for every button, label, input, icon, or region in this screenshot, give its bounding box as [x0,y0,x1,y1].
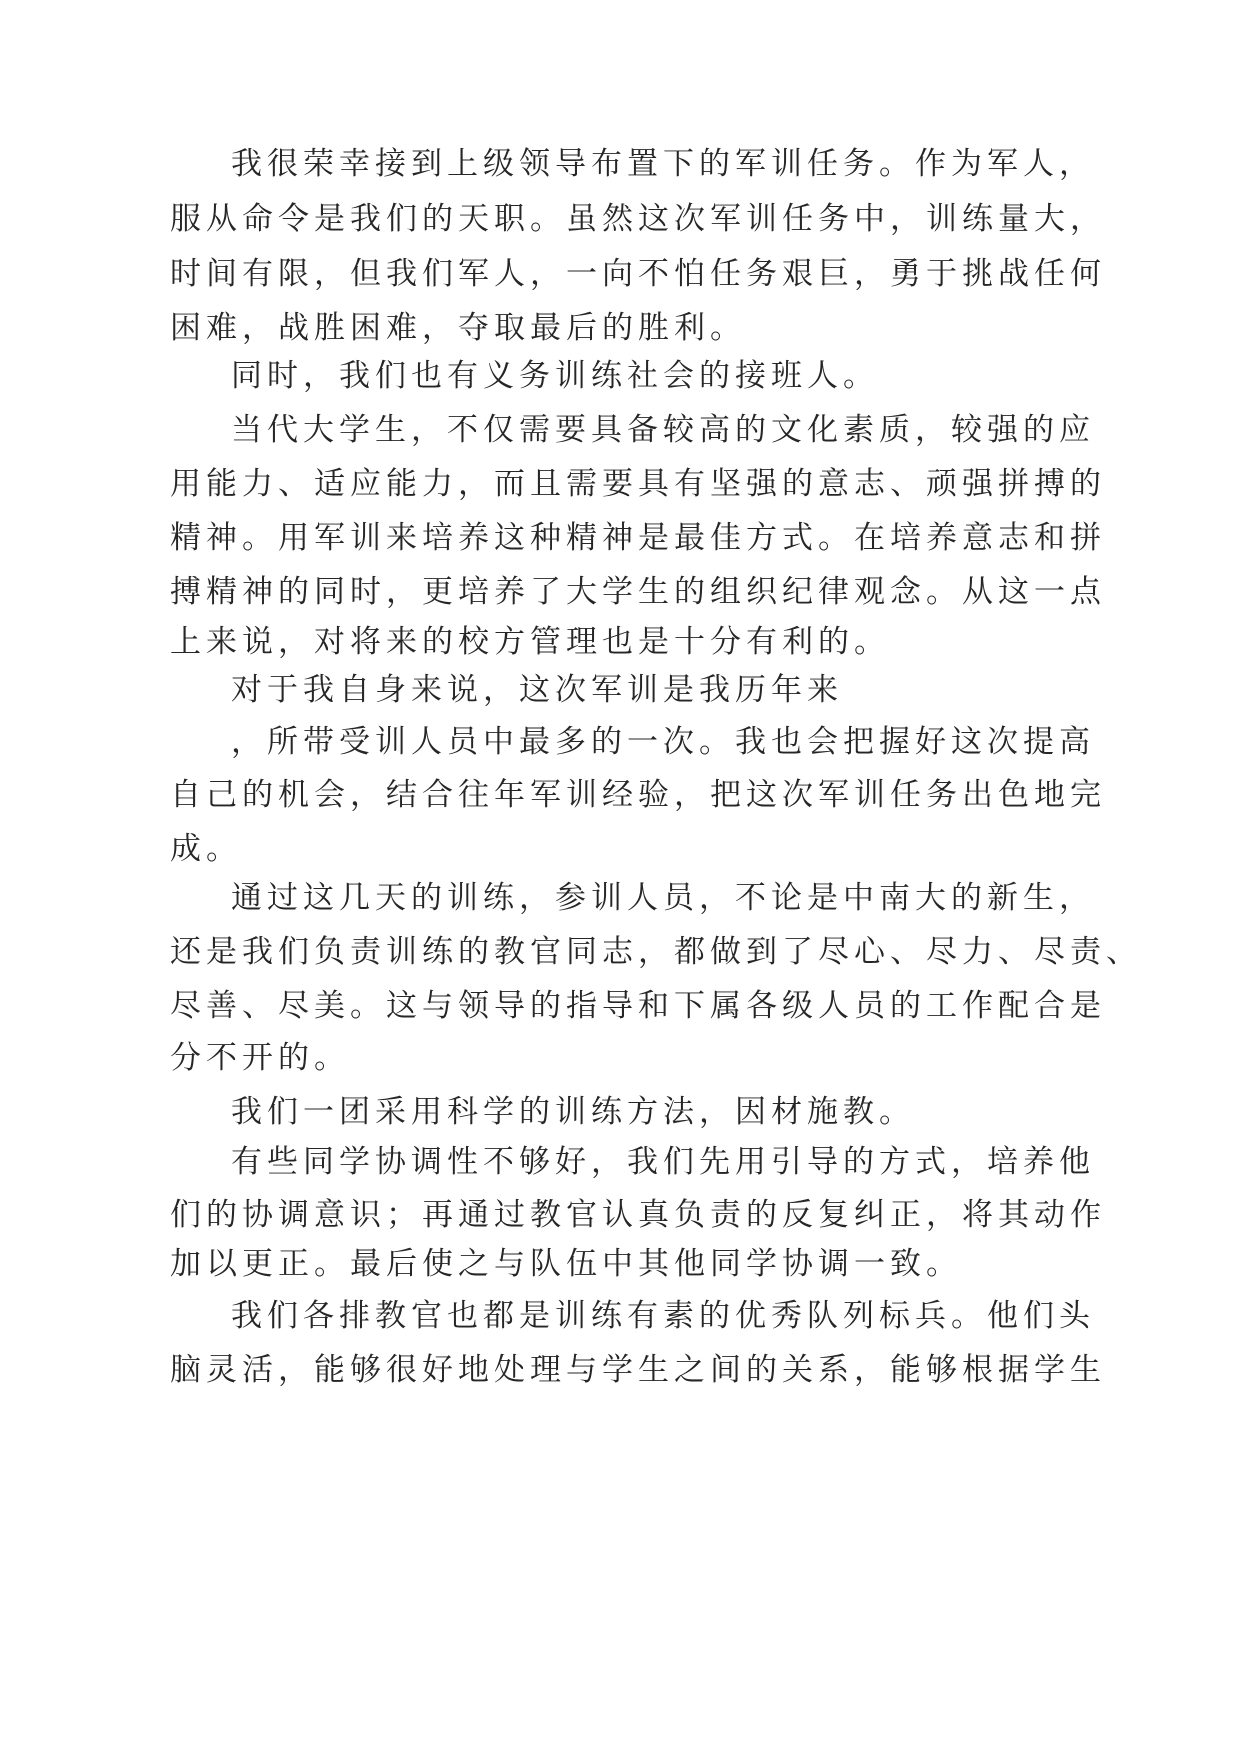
body-line: 脑灵活，能够很好地处理与学生之间的关系，能够根据学生 [170,1352,1106,1388]
body-line: 分不开的。 [170,1040,350,1076]
body-line: 成。 [170,831,242,867]
body-line: 还是我们负责训练的教官同志，都做到了尽心、尽力、尽责、 [170,934,1142,970]
body-line: 们的协调意识；再通过教官认真负责的反复纠正，将其动作 [170,1197,1106,1233]
body-line: 我们各排教官也都是训练有素的优秀队列标兵。他们头 [231,1298,1095,1334]
body-line: 时间有限，但我们军人，一向不怕任务艰巨，勇于挑战任何 [170,256,1106,292]
body-line: 困难，战胜困难，夺取最后的胜利。 [170,310,746,346]
body-line: 通过这几天的训练，参训人员，不论是中南大的新生， [231,880,1095,916]
body-line: 我很荣幸接到上级领导布置下的军训任务。作为军人， [231,146,1095,182]
body-line: 我们一团采用科学的训练方法，因材施教。 [231,1094,915,1130]
body-line: 同时，我们也有义务训练社会的接班人。 [231,358,879,394]
body-line: 有些同学协调性不够好，我们先用引导的方式，培养他 [231,1144,1095,1180]
body-line: 自己的机会，结合往年军训经验，把这次军训任务出色地完 [170,777,1106,813]
body-line: 精神。用军训来培养这种精神是最佳方式。在培养意志和拼 [170,520,1106,556]
body-line: 搏精神的同时，更培养了大学生的组织纪律观念。从这一点 [170,574,1106,610]
body-line: 加以更正。最后使之与队伍中其他同学协调一致。 [170,1246,962,1282]
body-line: 服从命令是我们的天职。虽然这次军训任务中，训练量大， [170,201,1106,237]
body-line: 用能力、适应能力，而且需要具有坚强的意志、顽强拼搏的 [170,466,1106,502]
body-line: 对于我自身来说，这次军训是我历年来 [231,672,843,708]
body-line: ，所带受训人员中最多的一次。我也会把握好这次提高 [231,724,1095,760]
body-line: 当代大学生，不仅需要具备较高的文化素质，较强的应 [231,412,1095,448]
body-line: 上来说，对将来的校方管理也是十分有利的。 [170,624,890,660]
body-line: 尽善、尽美。这与领导的指导和下属各级人员的工作配合是 [170,988,1106,1024]
